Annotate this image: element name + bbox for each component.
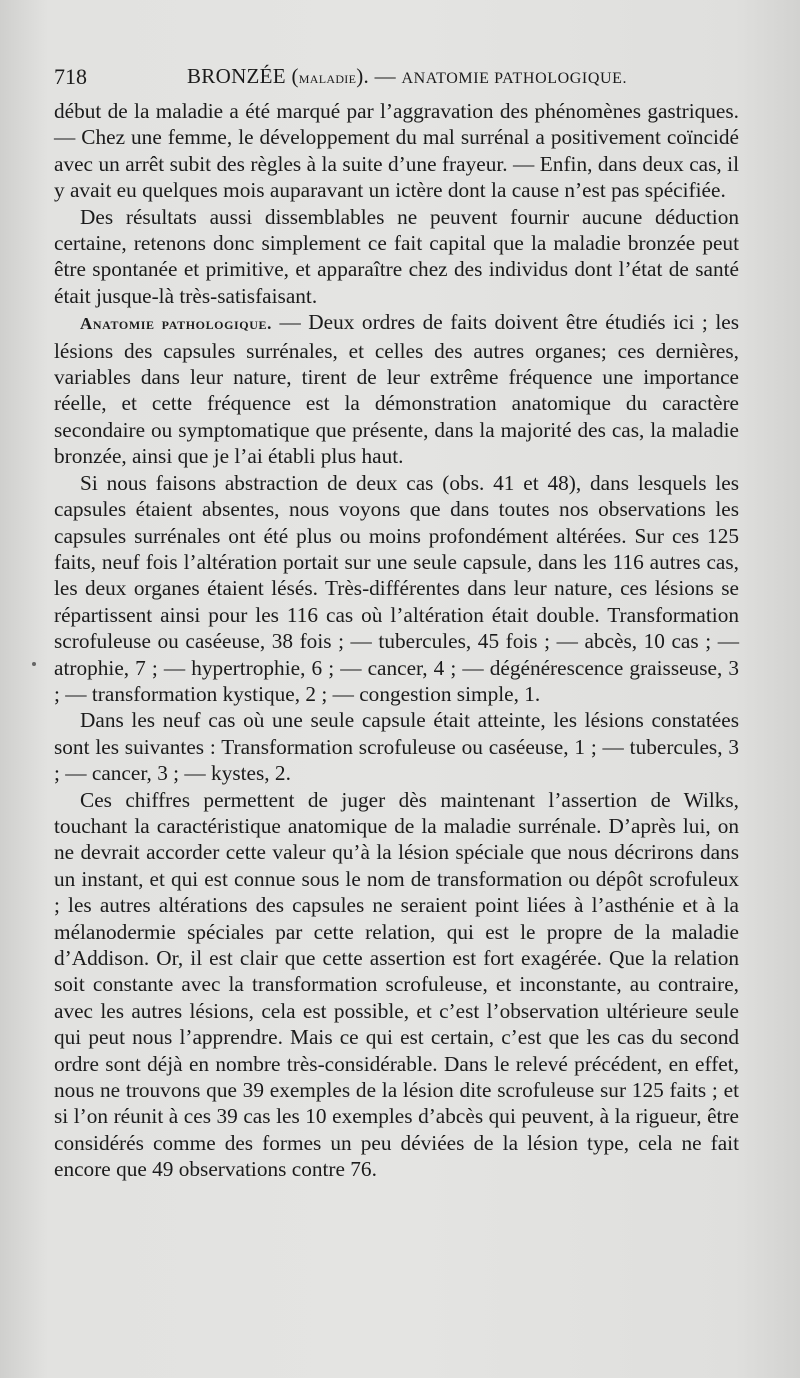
paragraph-2: Des résultats aussi dissemblables ne peuvent fournir aucune déduction certaine, retenons donc simplement ce fait capital que la maladie bronzée peut être spontanée et primitive, et apparaître chez des individus dont l’état de santé était jusque-là très-satisfaisant. — [54, 204, 739, 308]
page-number: 718 — [54, 64, 87, 89]
margin-dot — [32, 662, 36, 666]
running-title — [187, 64, 627, 89]
title-close: ). — — [356, 64, 402, 88]
running-header — [54, 60, 746, 94]
paragraph-5: Dans les neuf cas où une seule capsule était atteinte, les lésions constatées sont les suivantes : Transformation scrofuleuse ou caséeuse, 1 ; — tubercules, 3 ; — cancer, 3 ; — kystes, 2. — [54, 708, 739, 786]
paragraph-3 — [54, 309, 739, 469]
title-section: ANATOMIE PATHOLOGIQUE. — [401, 70, 628, 87]
paragraph-1: début de la maladie a été marqué par l’aggravation des phénomènes gastriques. — Chez une femme, le développement du mal surrénal a positivement coïncidé avec un arrêt subit des règles à la suite d’une frayeur. — Enfin, dans deux cas, il y avait eu quelques mois auparavant un ictère dont la cause n’est pas spécifiée. — [54, 99, 739, 203]
paragraph-4: Si nous faisons abstraction de deux cas (obs. 41 et 48), dans lesquels les capsules étaient absentes, nous voyons que dans toutes nos observations les capsules surrénales ont été plus ou moins profondément altérées. Sur ces 125 faits, neuf fois l’altération portait sur une seule capsule, dans les 116 autres cas, les deux organes étaient lésés. Très-différentes dans leur nature, ces lésions se répartissent ainsi pour les 116 cas où l’altération était double. Transformation scrofuleuse ou caséeuse, 38 fois ; — tubercules, 45 fois ; — abcès, 10 cas ; — atrophie, 7 ; — hypertrophie, 6 ; — cancer, 4 ; — dégénérescence graisseuse, 3 ; — transformation kystique, 2 ; — congestion simple, 1. — [54, 470, 739, 706]
section-heading: Anatomie pathologique. — [80, 314, 272, 334]
paragraph-6: Ces chiffres permettent de juger dès maintenant l’assertion de Wilks, touchant la caractéristique anatomique de la maladie surrénale. D’après lui, on ne devrait accorder cette valeur qu’à la lésion spéciale que nous décrirons dans un instant, et qui est connue sous le nom de transformation ou dépôt scrofuleux ; les autres altérations des capsules ne seraient point liées à l’asthénie et à la mélanodermie spéciales par cette relation, qui est le propre de la maladie d’Addison. Or, il est clair que cette assertion est fort exagérée. Que la relation soit constante avec la transformation scrofuleuse, et inconstante, au contraire, avec les autres lésions, cela est possible, et c’est l’observation ultérieure seule qui peut nous l’apprendre. Mais ce qui est certain, c’est que les cas du second ordre sont déjà en nombre très-considérable. Dans le relevé précédent, en effet, nous ne trouvons que 39 exemples de la lésion dite scrofuleuse sur 125 faits ; et si l’on réunit à ces 39 cas les 10 exemples d’abcès qui peuvent, à la rigueur, être considérés comme des formes un peu déviées de la lésion type, cela ne fait encore que 49 observations contre 76. — [54, 787, 739, 1182]
title-main: BRONZÉE ( — [187, 64, 299, 88]
body-text — [54, 98, 739, 1183]
title-small-caps: maladie — [298, 68, 357, 87]
paragraph-3-body: — Deux ordres de faits doivent être étudiés ici ; les lésions des capsules surrénales, et celles des autres organes; ces dernières, variables dans leur nature, tirent de leur extrême fréquence une importance réelle, et cette fréquence est la démonstration anatomique du caractère secondaire ou symptomatique que présente, dans la majorité des cas, la maladie bronzée, ainsi que je l’ai établi plus haut. — [54, 310, 739, 469]
